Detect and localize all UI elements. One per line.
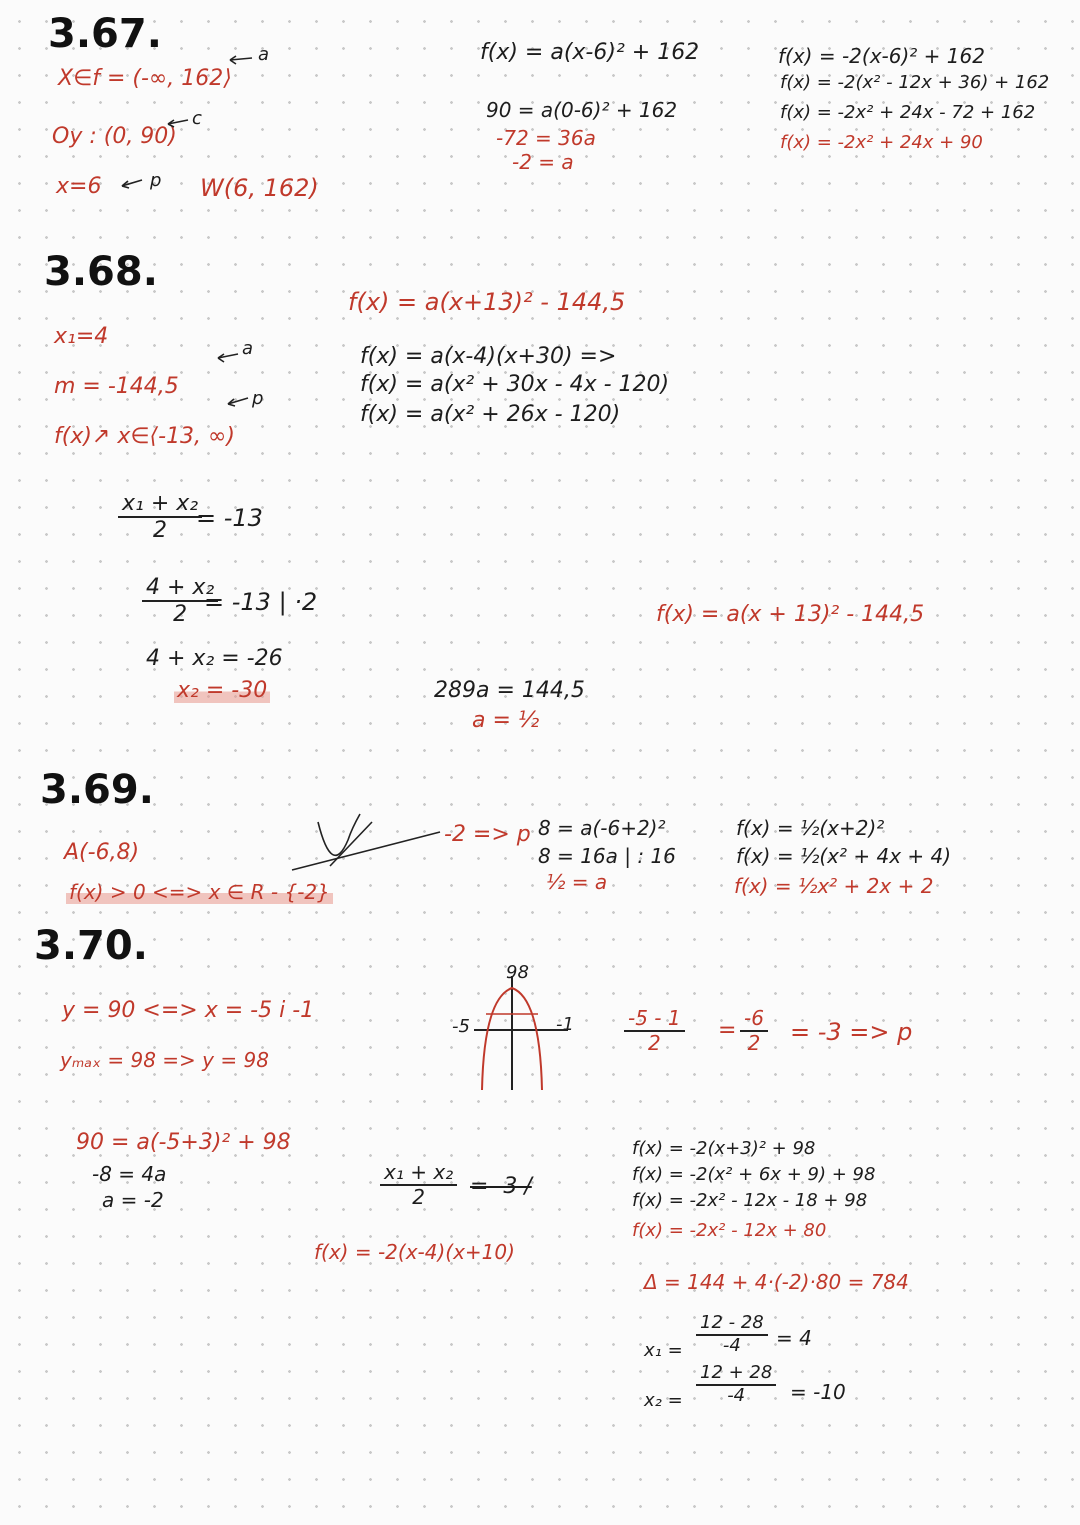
arrow-label-c: c [192, 108, 202, 129]
problem-heading-3-69: 3.69. [40, 767, 154, 813]
p369-step-2: 8 = 16a | : 16 [538, 844, 676, 868]
sum-equation: 4 + x₂ = -26 [146, 646, 283, 671]
p367-step-3: -72 = 36a [496, 126, 596, 150]
p368-step-3: f(x) = a(x² + 30x - 4x - 120) [360, 372, 670, 397]
p370-right-4: f(x) = -2x² - 12x + 80 [632, 1220, 827, 1241]
p370-condition-1: y = 90 <=> x = -5 i -1 [62, 998, 315, 1023]
x2-result-text: x₂ = -30 [174, 678, 270, 703]
p368-step-1: f(x) = a(x+13)² - 144,5 [348, 288, 626, 316]
graph-label-top: 98 [506, 962, 529, 983]
p369-step-1: 8 = a(-6+2)² [538, 816, 666, 840]
p367-right-3: f(x) = -2x² + 24x - 72 + 162 [780, 102, 1036, 123]
substituted-rhs: = -13 | ·2 [204, 588, 318, 616]
p367-step-1: f(x) = a(x-6)² + 162 [480, 40, 700, 65]
arrow-label-a: a [258, 44, 270, 65]
vertex-equals: = [718, 1018, 737, 1043]
arrow-label-p-2: p [252, 388, 264, 409]
axis-x-line: x=6 [56, 174, 102, 199]
increasing-interval: f(x)↗ x∈⟨-13, ∞) [54, 424, 235, 449]
problem-heading-3-67: 3.67. [48, 11, 162, 57]
p370-a-2: -8 = 4a [92, 1162, 167, 1186]
x2-root-result: = -10 [790, 1380, 846, 1404]
p370-condition-2: yₘₐₓ = 98 => y = 98 [60, 1048, 269, 1072]
x1-result: = 4 [776, 1326, 812, 1350]
point-a: A(-6,8) [64, 840, 140, 865]
vertex-fraction-simplified: $\frac{-6}{2}$ [740, 1008, 768, 1054]
factored-form: f(x) = -2(x-4)(x+10) [314, 1240, 515, 1264]
p367-step-4: -2 = a [512, 150, 574, 174]
vertex-fraction: $\frac{-5 - 1}{2}$ [624, 1008, 685, 1054]
min-value: m = -144,5 [54, 374, 179, 399]
p367-right-4: f(x) = -2x² + 24x + 90 [780, 132, 983, 153]
p367-step-2: 90 = a(0-6)² + 162 [486, 98, 678, 122]
x1-fraction: $\frac{12 - 28}{-4}$ [696, 1314, 768, 1356]
substituted-fraction: $\frac{\text{4 + x₂}}{2}$ [142, 576, 218, 626]
p367-right-1: f(x) = -2(x-6)² + 162 [778, 44, 985, 68]
x2-fraction: $\frac{12 + 28}{-4}$ [696, 1364, 776, 1406]
p370-right-2: f(x) = -2(x² + 6x + 9) + 98 [632, 1164, 876, 1185]
p369-step-3: ½ = a [546, 870, 608, 894]
p370-a-3: a = -2 [102, 1188, 164, 1212]
p370-a-1: 90 = a(-5+3)² + 98 [76, 1130, 291, 1155]
sum-fraction-rhs: = -3 / [470, 1174, 532, 1199]
vertex-note: -2 => p [444, 822, 531, 847]
arrow-label-p: p [150, 170, 162, 191]
range-line: X∈f = (-∞, 162⟩ [58, 66, 232, 91]
p368-step-2: f(x) = a(x-4)(x+30) => [360, 344, 617, 369]
problem-heading-3-70: 3.70. [34, 923, 148, 969]
vertex-line: W(6, 162) [200, 174, 319, 202]
p370-right-3: f(x) = -2x² - 12x - 18 + 98 [632, 1190, 868, 1211]
a-solve-1: 289a = 144,5 [434, 678, 585, 703]
roots-mean-rhs: = -13 [196, 504, 263, 532]
p367-right-2: f(x) = -2(x² - 12x + 36) + 162 [780, 72, 1050, 93]
roots-mean-fraction: $\frac{\text{x₁ + x₂}}{2}$ [118, 492, 202, 542]
p368-right-formula: f(x) = a(x + 13)² - 144,5 [656, 602, 925, 627]
p370-right-1: f(x) = -2(x+3)² + 98 [632, 1138, 816, 1159]
y-intercept-line: Oy : (0, 90) [52, 124, 177, 149]
x2-label: x₂ = [644, 1390, 683, 1411]
a-solve-2: a = ½ [472, 708, 540, 733]
arrow-label-a-2: a [242, 338, 254, 359]
x1-label: x₁ = [644, 1340, 683, 1361]
positivity-condition-text: f(x) > 0 <=> x ∈ R - {-2} [66, 880, 333, 904]
graph-label-right: -1 [556, 1014, 574, 1035]
p369-right-3: f(x) = ½x² + 2x + 2 [734, 874, 934, 898]
p368-step-4: f(x) = a(x² + 26x - 120) [360, 402, 621, 427]
graph-label-left: -5 [452, 1016, 470, 1037]
sum-fraction: $\frac{\text{x₁ + x₂}}{2}$ [380, 1162, 457, 1208]
vertex-result: = -3 => p [790, 1018, 913, 1046]
discriminant: Δ = 144 + 4·(-2)·80 = 784 [644, 1270, 909, 1294]
root-x1: x₁=4 [54, 324, 109, 349]
problem-heading-3-68: 3.68. [44, 249, 158, 295]
p369-right-1: f(x) = ½(x+2)² [736, 816, 885, 840]
p369-right-2: f(x) = ½(x² + 4x + 4) [736, 844, 952, 868]
